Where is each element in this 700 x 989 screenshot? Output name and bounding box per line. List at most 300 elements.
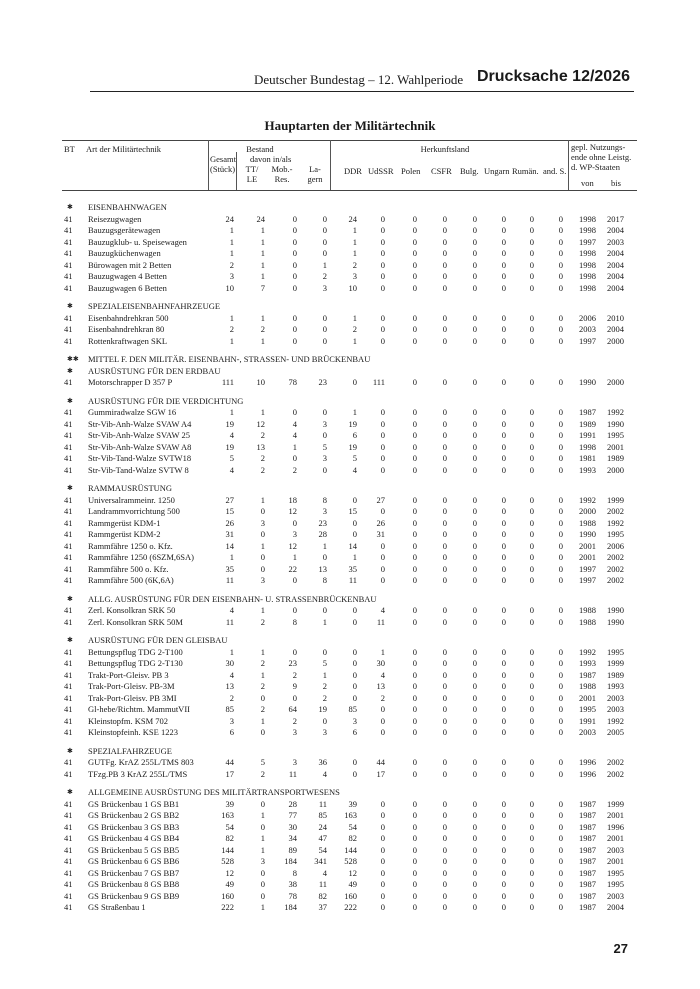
value-cell: 222 <box>344 902 357 912</box>
value-cell: 0 <box>412 605 417 615</box>
value-cell: 1 <box>292 552 297 562</box>
value-cell: 2003 <box>607 704 624 714</box>
value-cell: 0 <box>412 236 417 247</box>
table-row <box>0 283 700 295</box>
table-row <box>0 506 700 518</box>
value-cell: 1 <box>260 407 265 417</box>
value-cell: 2001 <box>607 441 624 452</box>
value-cell: 1995 <box>607 529 624 539</box>
value-cell: 0 <box>380 324 385 334</box>
value-cell: 1 <box>322 669 327 680</box>
col-von: von <box>581 178 594 188</box>
value-cell: 0 <box>472 324 477 334</box>
value-cell: 10 <box>225 282 234 293</box>
value-cell: 1 <box>260 669 265 680</box>
value-cell: 1989 <box>607 453 624 463</box>
section-marker: ✱✱ <box>67 355 79 363</box>
value-cell: 54 <box>348 821 357 832</box>
col-divider <box>208 140 209 190</box>
value-cell: 0 <box>380 798 385 809</box>
value-cell: 0 <box>501 833 506 843</box>
value-cell: 0 <box>472 867 477 878</box>
value-cell: 14 <box>225 540 234 551</box>
value-cell: 0 <box>501 540 506 551</box>
value-cell: 0 <box>292 335 297 346</box>
value-cell: 0 <box>412 506 417 516</box>
bt-cell: 41 <box>64 540 73 551</box>
value-cell: 0 <box>442 844 447 855</box>
table-row <box>0 681 700 693</box>
value-cell: 0 <box>380 821 385 832</box>
value-cell: 0 <box>472 494 477 505</box>
section-title: MITTEL F. DEN MILITÄR. EISENBAHN-, STRASSEN- UND BRÜCKENBAU <box>88 354 371 364</box>
value-cell: 0 <box>380 236 385 247</box>
value-cell: 0 <box>529 646 534 657</box>
value-cell: 1987 <box>579 844 596 855</box>
value-cell: 0 <box>558 312 563 323</box>
value-cell: 1988 <box>579 605 596 615</box>
bt-cell: 41 <box>64 248 73 258</box>
value-cell: 0 <box>558 213 563 224</box>
table-row <box>0 810 700 822</box>
value-cell: 2003 <box>607 236 624 247</box>
bt-cell: 41 <box>64 552 73 562</box>
value-cell: 0 <box>529 856 534 866</box>
table-row <box>0 727 700 739</box>
value-cell: 35 <box>225 563 234 574</box>
value-cell: 19 <box>225 441 234 452</box>
value-cell: 0 <box>501 669 506 680</box>
value-cell: 0 <box>472 821 477 832</box>
value-cell: 1987 <box>579 833 596 843</box>
page-number: 27 <box>613 941 628 956</box>
value-cell: 184 <box>284 856 297 866</box>
item-name-cell: GS Brückenbau 8 GS BB8 <box>88 879 180 889</box>
value-cell: 0 <box>380 715 385 726</box>
value-cell: 19 <box>318 704 327 714</box>
value-cell: 0 <box>558 506 563 516</box>
table-row <box>0 324 700 336</box>
table-row <box>0 465 700 477</box>
value-cell: 0 <box>442 757 447 767</box>
value-cell: 24 <box>256 213 265 224</box>
item-name-cell: Kleinstopfeinh. KSE 1223 <box>88 727 178 737</box>
value-cell: 0 <box>292 312 297 323</box>
value-cell: 2 <box>292 669 297 680</box>
value-cell: 0 <box>472 540 477 551</box>
value-cell: 1 <box>352 312 357 323</box>
value-cell: 0 <box>442 563 447 574</box>
item-name-cell: Rammfähre 1250 o. Kfz. <box>88 540 173 551</box>
value-cell: 4 <box>229 605 234 615</box>
value-cell: 0 <box>260 879 265 889</box>
table-row <box>0 313 700 325</box>
value-cell: 27 <box>376 494 385 505</box>
value-cell: 0 <box>529 430 534 440</box>
item-name-cell: Zerl. Konsolkran SRK 50M <box>88 616 183 627</box>
value-cell: 0 <box>558 335 563 346</box>
value-cell: 0 <box>501 377 506 387</box>
value-cell: 0 <box>260 890 265 901</box>
value-cell: 0 <box>558 727 563 737</box>
value-cell: 0 <box>412 225 417 235</box>
value-cell: 3 <box>292 727 297 737</box>
value-cell: 0 <box>442 821 447 832</box>
value-cell: 85 <box>318 810 327 820</box>
value-cell: 2002 <box>607 563 624 574</box>
spacer-row <box>0 347 700 354</box>
value-cell: 0 <box>501 867 506 878</box>
value-cell: 0 <box>442 377 447 387</box>
value-cell: 0 <box>558 658 563 668</box>
value-cell: 0 <box>529 335 534 346</box>
value-cell: 0 <box>442 867 447 878</box>
table-row <box>0 271 700 283</box>
section-marker: ✱ <box>67 636 73 644</box>
section-heading <box>0 746 700 758</box>
value-cell: 39 <box>348 798 357 809</box>
value-cell: 0 <box>501 282 506 293</box>
value-cell: 0 <box>380 453 385 463</box>
value-cell: 0 <box>501 552 506 562</box>
spacer-row <box>0 195 700 202</box>
value-cell: 0 <box>558 669 563 680</box>
value-cell: 2002 <box>607 768 624 779</box>
value-cell: 2001 <box>607 810 624 820</box>
col-art: Art der Militärtechnik <box>86 144 162 154</box>
table-row <box>0 693 700 705</box>
value-cell: 12 <box>288 540 297 551</box>
value-cell: 0 <box>529 441 534 452</box>
table-row <box>0 891 700 903</box>
value-cell: 0 <box>558 418 563 429</box>
value-cell: 1 <box>229 236 234 247</box>
value-cell: 0 <box>412 902 417 912</box>
value-cell: 0 <box>472 506 477 516</box>
bt-cell: 41 <box>64 867 73 878</box>
value-cell: 0 <box>442 810 447 820</box>
value-cell: 0 <box>529 529 534 539</box>
value-cell: 0 <box>380 430 385 440</box>
value-cell: 0 <box>472 271 477 281</box>
value-cell: 2004 <box>607 902 624 912</box>
value-cell: 0 <box>558 324 563 334</box>
value-cell: 4 <box>229 430 234 440</box>
value-cell: 0 <box>442 335 447 346</box>
col-ungarn: Ungarn <box>484 166 510 176</box>
value-cell: 0 <box>501 727 506 737</box>
value-cell: 1988 <box>579 517 596 528</box>
item-name-cell: Bürowagen mit 2 Betten <box>88 259 172 270</box>
bt-cell: 41 <box>64 517 73 528</box>
value-cell: 5 <box>322 441 327 452</box>
value-cell: 0 <box>558 236 563 247</box>
bt-cell: 41 <box>64 856 73 866</box>
value-cell: 0 <box>412 681 417 691</box>
value-cell: 2004 <box>607 324 624 334</box>
value-cell: 144 <box>344 844 357 855</box>
value-cell: 3 <box>322 506 327 516</box>
value-cell: 1992 <box>607 715 624 726</box>
value-cell: 0 <box>501 407 506 417</box>
col-ttle: TT/ LE <box>245 164 259 184</box>
value-cell: 15 <box>348 506 357 516</box>
item-name-cell: GS Brückenbau 6 GS BB6 <box>88 856 180 866</box>
section-title: SPEZIALEISENBAHNFAHRZEUGE <box>88 301 221 311</box>
value-cell: 2000 <box>607 335 624 346</box>
value-cell: 0 <box>558 407 563 417</box>
value-cell: 0 <box>412 844 417 855</box>
value-cell: 0 <box>472 844 477 855</box>
value-cell: 0 <box>501 312 506 323</box>
value-cell: 0 <box>558 879 563 889</box>
value-cell: 0 <box>472 563 477 574</box>
value-cell: 4 <box>322 768 327 779</box>
table-row <box>0 552 700 564</box>
value-cell: 0 <box>380 506 385 516</box>
value-cell: 1 <box>260 715 265 726</box>
value-cell: 0 <box>501 605 506 615</box>
value-cell: 1999 <box>607 494 624 505</box>
value-cell: 0 <box>529 798 534 809</box>
value-cell: 0 <box>380 259 385 270</box>
value-cell: 0 <box>501 453 506 463</box>
value-cell: 0 <box>442 605 447 615</box>
value-cell: 23 <box>288 658 297 668</box>
value-cell: 0 <box>442 312 447 323</box>
bt-cell: 41 <box>64 821 73 832</box>
value-cell: 1987 <box>579 810 596 820</box>
value-cell: 0 <box>558 259 563 270</box>
table-row <box>0 225 700 237</box>
value-cell: 1998 <box>579 441 596 452</box>
value-cell: 0 <box>472 890 477 901</box>
table-row <box>0 856 700 868</box>
value-cell: 0 <box>322 225 327 235</box>
value-cell: 1 <box>229 646 234 657</box>
value-cell: 2004 <box>607 282 624 293</box>
value-cell: 0 <box>558 540 563 551</box>
value-cell: 3 <box>292 529 297 539</box>
value-cell: 1 <box>352 335 357 346</box>
value-cell: 47 <box>318 833 327 843</box>
value-cell: 0 <box>472 282 477 293</box>
value-cell: 0 <box>292 248 297 258</box>
value-cell: 2003 <box>579 727 596 737</box>
value-cell: 24 <box>348 213 357 224</box>
section-heading <box>0 635 700 647</box>
value-cell: 12 <box>225 867 234 878</box>
value-cell: 0 <box>442 616 447 627</box>
value-cell: 0 <box>412 430 417 440</box>
value-cell: 2 <box>260 464 265 475</box>
value-cell: 2 <box>260 324 265 334</box>
value-cell: 3 <box>352 715 357 726</box>
value-cell: 0 <box>442 646 447 657</box>
item-name-cell: GUTFg. KrAZ 255L/TMS 803 <box>88 757 194 767</box>
col-lagern: La- gern <box>307 164 323 184</box>
value-cell: 1990 <box>607 418 624 429</box>
value-cell: 36 <box>318 757 327 767</box>
value-cell: 0 <box>472 225 477 235</box>
value-cell: 0 <box>352 517 357 528</box>
value-cell: 0 <box>529 844 534 855</box>
value-cell: 54 <box>318 844 327 855</box>
table-row <box>0 704 700 716</box>
spacer-row <box>0 476 700 483</box>
bt-cell: 41 <box>64 236 73 247</box>
item-name-cell: Bauzugwagen 4 Betten <box>88 271 167 281</box>
value-cell: 0 <box>442 879 447 889</box>
value-cell: 2001 <box>579 552 596 562</box>
value-cell: 0 <box>501 704 506 714</box>
table-row <box>0 833 700 845</box>
value-cell: 1 <box>352 407 357 417</box>
value-cell: 0 <box>472 902 477 912</box>
value-cell: 4 <box>292 418 297 429</box>
table-row <box>0 260 700 272</box>
item-name-cell: Rammgerüst KDM-2 <box>88 529 161 539</box>
col-bestand: Bestand <box>246 144 274 154</box>
item-name-cell: Rammgerüst KDM-1 <box>88 517 161 528</box>
value-cell: 1 <box>229 312 234 323</box>
spacer-row <box>0 780 700 787</box>
value-cell: 0 <box>292 407 297 417</box>
spacer-row <box>0 587 700 594</box>
value-cell: 0 <box>442 506 447 516</box>
spacer-row <box>0 628 700 635</box>
value-cell: 2 <box>260 704 265 714</box>
value-cell: 0 <box>412 529 417 539</box>
value-cell: 0 <box>352 757 357 767</box>
value-cell: 184 <box>284 902 297 912</box>
bt-cell: 41 <box>64 441 73 452</box>
value-cell: 0 <box>442 552 447 562</box>
item-name-cell: Trakt-Port-Gleisv. PB 3 <box>88 669 169 680</box>
value-cell: 0 <box>442 658 447 668</box>
section-title: ALLG. AUSRÜSTUNG FÜR DEN EISENBAHN- U. STRASSENBRÜCKENBAU <box>88 593 377 604</box>
value-cell: 144 <box>221 844 234 855</box>
value-cell: 0 <box>529 259 534 270</box>
section-heading <box>0 396 700 408</box>
value-cell: 1987 <box>579 407 596 417</box>
value-cell: 1 <box>260 248 265 258</box>
value-cell: 0 <box>412 879 417 889</box>
value-cell: 2004 <box>607 259 624 270</box>
value-cell: 31 <box>225 529 234 539</box>
section-heading <box>0 202 700 214</box>
value-cell: 0 <box>292 271 297 281</box>
value-cell: 0 <box>501 692 506 703</box>
value-cell: 5 <box>352 453 357 463</box>
item-name-cell: Eisenbahndrehkran 500 <box>88 312 169 323</box>
value-cell: 0 <box>501 464 506 475</box>
value-cell: 3 <box>322 282 327 293</box>
document-number: Drucksache 12/2026 <box>477 68 630 85</box>
value-cell: 11 <box>318 879 327 889</box>
value-cell: 111 <box>221 377 234 387</box>
value-cell: 1 <box>260 844 265 855</box>
value-cell: 0 <box>442 324 447 334</box>
value-cell: 0 <box>442 248 447 258</box>
value-cell: 0 <box>529 890 534 901</box>
section-title: ALLGEMEINE AUSRÜSTUNG DES MILITÄRTRANSPORTWESENS <box>88 787 340 797</box>
value-cell: 0 <box>558 563 563 574</box>
value-cell: 1 <box>322 259 327 270</box>
value-cell: 0 <box>472 879 477 889</box>
value-cell: 2 <box>229 259 234 270</box>
value-cell: 2 <box>352 324 357 334</box>
value-cell: 3 <box>322 727 327 737</box>
value-cell: 1990 <box>579 529 596 539</box>
value-cell: 2000 <box>579 506 596 516</box>
value-cell: 0 <box>501 757 506 767</box>
section-title: AUSRÜSTUNG FÜR DIE VERDICHTUNG <box>88 395 244 406</box>
value-cell: 10 <box>256 377 265 387</box>
value-cell: 0 <box>558 798 563 809</box>
value-cell: 0 <box>558 605 563 615</box>
value-cell: 1998 <box>579 213 596 224</box>
value-cell: 0 <box>412 616 417 627</box>
value-cell: 0 <box>501 324 506 334</box>
value-cell: 0 <box>380 856 385 866</box>
value-cell: 2 <box>292 464 297 475</box>
value-cell: 0 <box>529 407 534 417</box>
value-cell: 160 <box>344 890 357 901</box>
table-row <box>0 453 700 465</box>
value-cell: 0 <box>352 681 357 691</box>
value-cell: 1992 <box>607 407 624 417</box>
table-row <box>0 214 700 226</box>
table-header <box>0 136 700 192</box>
bt-cell: 41 <box>64 453 73 463</box>
value-cell: 0 <box>501 844 506 855</box>
col-davon: davon in/als <box>250 154 292 164</box>
item-name-cell: Bauzugwagen 6 Betten <box>88 282 167 293</box>
value-cell: 19 <box>348 418 357 429</box>
header-rule <box>90 91 634 92</box>
value-cell: 0 <box>412 407 417 417</box>
value-cell: 0 <box>322 213 327 224</box>
col-ddr: DDR <box>344 166 362 176</box>
value-cell: 0 <box>260 867 265 878</box>
value-cell: 34 <box>288 833 297 843</box>
item-name-cell: Str-Vib-Anh-Walze SVAW A4 <box>88 418 192 429</box>
value-cell: 0 <box>412 669 417 680</box>
table-title: Hauptarten der Militärtechnik <box>264 118 436 133</box>
table-row <box>0 902 700 914</box>
value-cell: 0 <box>322 312 327 323</box>
value-cell: 2003 <box>579 324 596 334</box>
value-cell: 0 <box>380 867 385 878</box>
table-row <box>0 769 700 781</box>
bt-cell: 41 <box>64 669 73 680</box>
value-cell: 0 <box>352 669 357 680</box>
item-name-cell: Trak-Port-Gleisv. PB-3M <box>88 681 175 691</box>
value-cell: 0 <box>380 902 385 912</box>
value-cell: 0 <box>322 248 327 258</box>
value-cell: 1987 <box>579 821 596 832</box>
bt-cell: 41 <box>64 529 73 539</box>
value-cell: 2006 <box>607 540 624 551</box>
value-cell: 23 <box>318 517 327 528</box>
table-row <box>0 670 700 682</box>
value-cell: 2004 <box>607 248 624 258</box>
section-heading <box>0 301 700 313</box>
item-name-cell: Kleinstopfm. KSM 702 <box>88 715 169 726</box>
value-cell: 0 <box>380 213 385 224</box>
value-cell: 0 <box>558 464 563 475</box>
